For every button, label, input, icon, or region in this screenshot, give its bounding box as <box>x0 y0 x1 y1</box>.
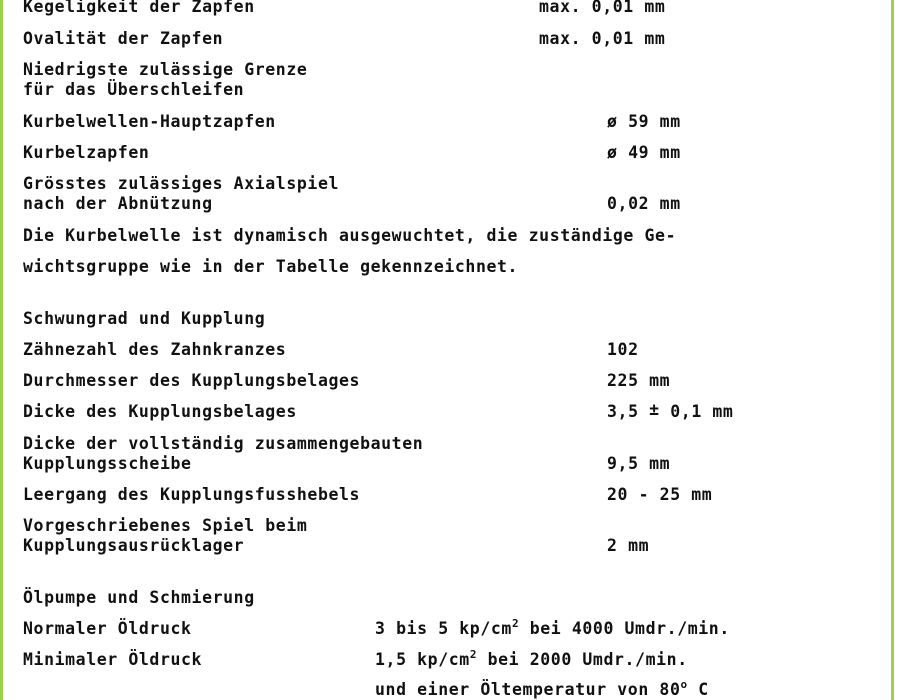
spec-label-cont: Kupplungsausrücklager <box>23 536 245 555</box>
spec-label-cont: nach der Abnützung <box>23 194 213 213</box>
spec-value: 1,5 $kp/cm^2$ bei 2000 Umdr./min. <box>375 648 688 669</box>
value-tolerance: 0,1 mm <box>670 402 734 421</box>
value-nominal: 3,5 <box>607 402 639 421</box>
spec-value: 9,5 mm <box>607 454 671 473</box>
spec-value-tolerance <box>607 402 733 422</box>
spec-value: 2 mm <box>607 536 650 555</box>
spec-value: 102 <box>607 340 639 359</box>
spec-label: Kegeligkeit der Zapfen <box>23 0 255 16</box>
spec-value: ø 49 mm <box>607 143 681 162</box>
spec-label: Niedrigste zulässige Grenze <box>23 60 308 79</box>
spec-label: Kurbelzapfen <box>23 143 150 162</box>
spec-label: Ovalität der Zapfen <box>23 29 224 48</box>
spec-value-cont: und einer Öltemperatur von 80$^o$ C <box>375 678 709 699</box>
paragraph-line: Die Kurbelwelle ist dynamisch ausgewuchtet, die zuständige Ge- <box>23 226 677 245</box>
spec-label-cont: Kupplungsscheibe <box>23 454 192 473</box>
section-heading: Ölpumpe und Schmierung <box>23 588 255 607</box>
spec-label: Vorgeschriebenes Spiel beim <box>23 516 308 535</box>
spec-label-cont: für das Überschleifen <box>23 80 245 99</box>
spec-label: Dicke des Kupplungsbelages <box>23 402 297 421</box>
spec-value: max. 0,01 mm <box>539 0 666 16</box>
spec-value: 3 bis 5 $kp/cm^2$ bei 4000 Umdr./min. <box>375 617 730 638</box>
spec-label: Dicke der vollständig zusammengebauten <box>23 434 424 453</box>
paragraph-line: wichtsgruppe wie in der Tabelle gekennzeichnet. <box>23 257 519 276</box>
spec-value: 0,02 mm <box>607 194 681 213</box>
spec-label: Leergang des Kupplungsfusshebels <box>23 485 361 504</box>
spec-value: 20 - 25 mm <box>607 485 713 504</box>
section-heading: Schwungrad und Kupplung <box>23 309 266 328</box>
spec-label: Grösstes zulässiges Axialspiel <box>23 174 340 193</box>
spec-label: Normaler Öldruck <box>23 619 192 638</box>
spec-label: Durchmesser des Kupplungsbelages <box>23 371 361 390</box>
spec-value: 225 mm <box>607 371 671 390</box>
spec-label: Minimaler Öldruck <box>23 650 203 669</box>
spec-value: ø 59 mm <box>607 112 681 131</box>
spec-label: Zähnezahl des Zahnkranzes <box>23 340 287 359</box>
spec-label: Kurbelwellen-Hauptzapfen <box>23 112 276 131</box>
spec-value: max. 0,01 mm <box>539 29 666 48</box>
plus-minus-sign: ± <box>649 400 660 419</box>
